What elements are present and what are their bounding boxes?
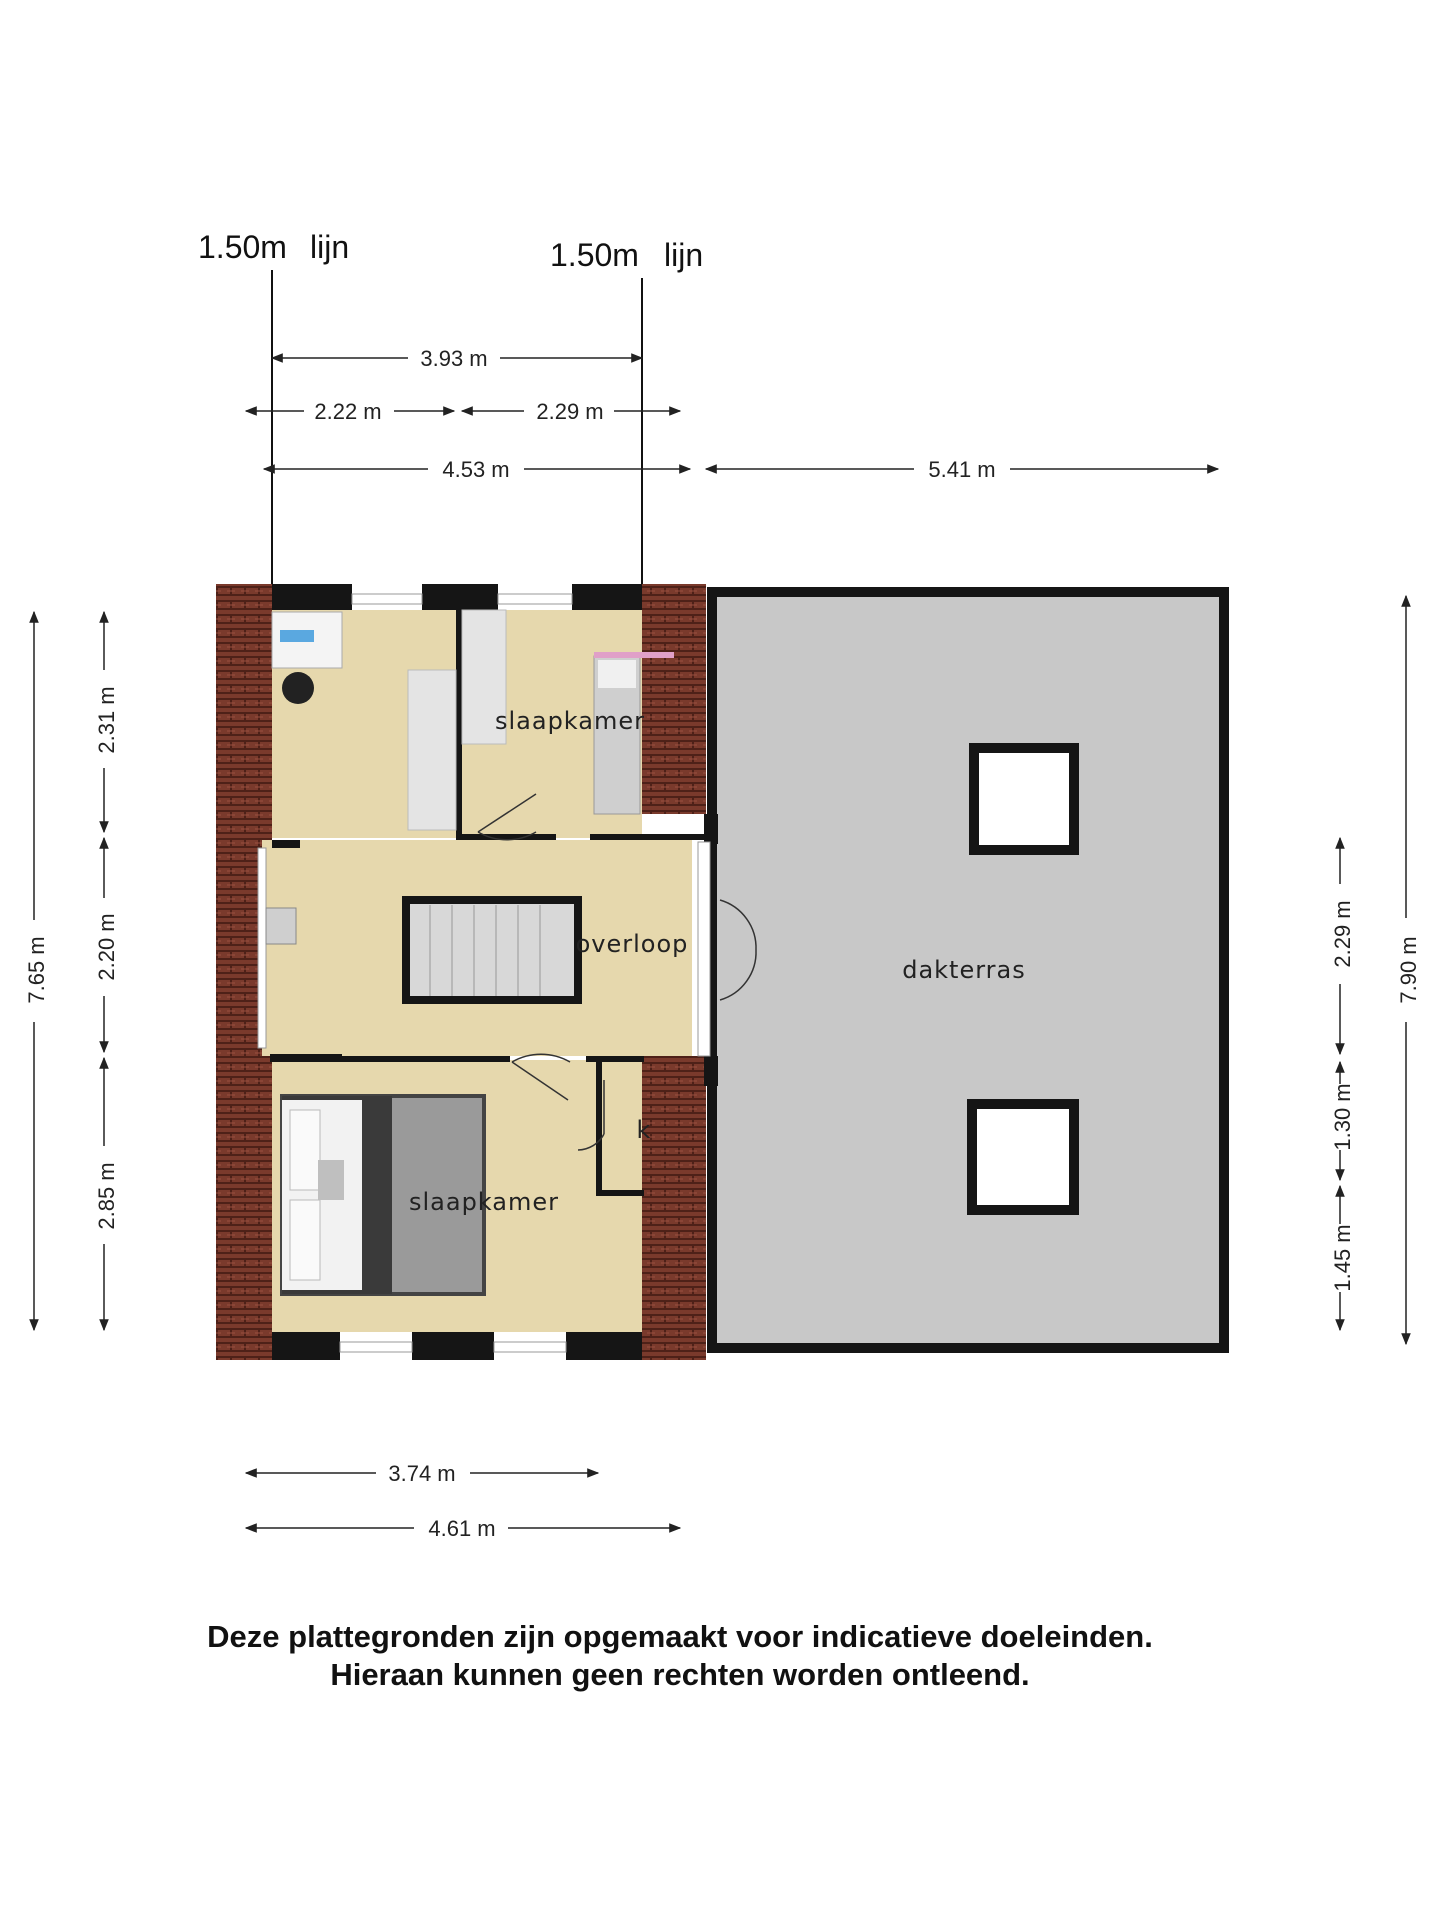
dimension-label: 2.29 m (1330, 900, 1355, 968)
dimension-label: 7.90 m (1396, 936, 1421, 1004)
room-label-closet: k (636, 1116, 652, 1144)
height-line-left-value: 1.50m (198, 229, 287, 265)
dimension-label: 2.31 m (94, 686, 119, 754)
skylight-top (974, 748, 1074, 850)
dimension-3-74 (246, 1461, 598, 1486)
dimension-2-31 (94, 612, 119, 832)
dimension-7-90 (1396, 596, 1421, 1344)
height-line-right-value: 1.50m (550, 237, 639, 273)
dimension-label: 2.29 m (536, 399, 604, 424)
dimension-1-30 (1330, 1062, 1355, 1180)
dimension-7-65 (24, 612, 49, 1330)
wardrobe (408, 670, 456, 830)
dimension-3-93 (272, 346, 642, 371)
dimension-2-85 (94, 1058, 119, 1330)
dimension-2-20 (94, 838, 119, 1052)
skylight-bottom (972, 1104, 1074, 1210)
room-label-slaapkamer-bottom: slaapkamer (408, 1188, 560, 1216)
dimension-label: 1.30 m (1330, 1083, 1355, 1151)
dimension-label: 3.93 m (420, 346, 488, 371)
sink (266, 908, 296, 944)
dimension-label: 3.74 m (388, 1461, 456, 1486)
staircase (406, 900, 578, 1000)
room-label-overloop: overloop (575, 930, 689, 958)
dimension-1-45 (1330, 1186, 1355, 1330)
dimension-2-29-top (462, 399, 680, 424)
dimension-label: 7.65 m (24, 936, 49, 1004)
height-line-right-word: lijn (664, 237, 704, 273)
roof-terrace (712, 592, 1224, 1348)
dimension-label: 5.41 m (928, 457, 996, 482)
dimension-2-29-right (1330, 838, 1355, 1054)
disclaimer-line-2: Hieraan kunnen geen rechten worden ontleend. (330, 1657, 1030, 1692)
height-line-left-word: lijn (310, 229, 350, 265)
dimension-5-41 (706, 457, 1218, 482)
dimension-4-53 (264, 457, 690, 482)
dimension-label: 2.20 m (94, 913, 119, 981)
dimension-label: 2.22 m (314, 399, 382, 424)
room-label-slaapkamer-top: slaapkamer (494, 707, 646, 735)
dimension-label: 4.53 m (442, 457, 510, 482)
dimension-label: 2.85 m (94, 1162, 119, 1230)
dimension-label: 4.61 m (428, 1516, 496, 1541)
room-label-dakterras: dakterras (902, 956, 1026, 984)
dimension-label: 1.45 m (1330, 1224, 1355, 1292)
disclaimer-line-1: Deze plattegronden zijn opgemaakt voor indicatieve doeleinden. (207, 1619, 1153, 1654)
dimension-2-22 (246, 399, 454, 424)
dimension-4-61 (246, 1516, 680, 1541)
